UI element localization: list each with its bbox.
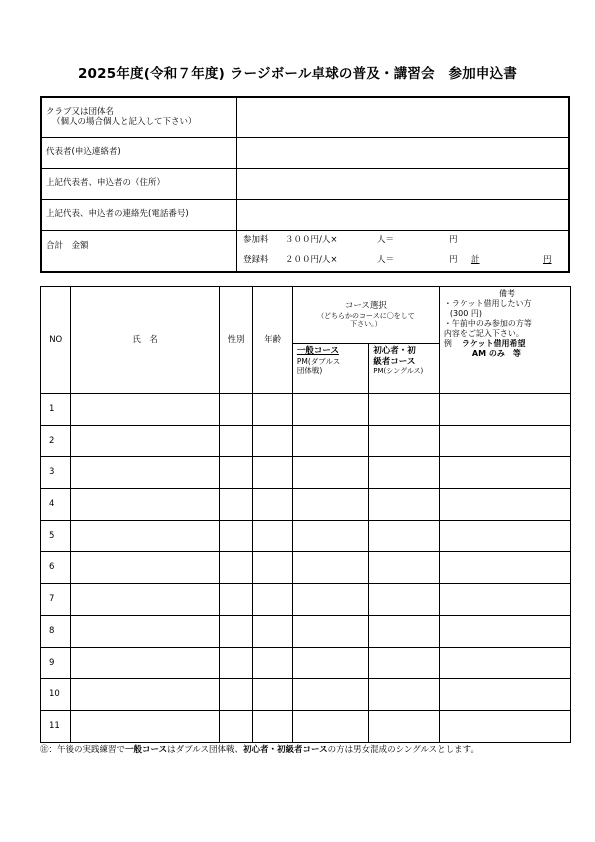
- remarks-cell[interactable]: [439, 615, 570, 647]
- row-number: 9: [41, 647, 71, 679]
- fee1-rate: ３００円/人×: [285, 235, 338, 246]
- name-cell[interactable]: [71, 584, 219, 616]
- remarks-line1: ・ラケット借用したい方: [443, 299, 532, 308]
- fee2-person[interactable]: 人＝: [377, 255, 395, 266]
- course-general-sub2: 団体戦): [296, 366, 323, 375]
- participant-row: [41, 552, 571, 584]
- remarks-cell[interactable]: [439, 710, 570, 742]
- remarks-line2: (300 円): [449, 309, 482, 318]
- gender-cell[interactable]: [219, 647, 253, 679]
- name-cell[interactable]: [71, 615, 219, 647]
- participant-rows: [41, 394, 571, 743]
- note-prefix: ㊟：午後の実践練習で: [40, 745, 126, 755]
- gender-cell[interactable]: [219, 710, 253, 742]
- general-course-cell[interactable]: [292, 489, 368, 521]
- total-amount-label: 合計 金額: [41, 230, 237, 272]
- gender-cell[interactable]: [219, 615, 253, 647]
- course-title: コース選択: [344, 300, 387, 311]
- col-no-header: NO: [41, 287, 71, 394]
- age-cell[interactable]: [253, 552, 292, 584]
- beginner-course-cell[interactable]: [369, 710, 440, 742]
- course-general-sub1: PM(ダブルス: [296, 356, 341, 366]
- row-number: 5: [41, 520, 71, 552]
- participation-fee-line: [243, 231, 568, 251]
- gender-cell[interactable]: [219, 552, 253, 584]
- name-cell[interactable]: [71, 552, 219, 584]
- beginner-course-cell[interactable]: [369, 520, 440, 552]
- age-cell[interactable]: [253, 584, 292, 616]
- name-cell[interactable]: [71, 647, 219, 679]
- name-cell[interactable]: [71, 425, 219, 457]
- participant-table: [40, 286, 571, 743]
- row-number: 7: [41, 584, 71, 616]
- beginner-course-cell[interactable]: [369, 584, 440, 616]
- general-course-cell[interactable]: [292, 710, 368, 742]
- age-cell[interactable]: [253, 647, 292, 679]
- participant-row: [41, 394, 571, 426]
- total-yen[interactable]: 円: [543, 255, 552, 266]
- gender-cell[interactable]: [219, 425, 253, 457]
- row-number: 3: [41, 457, 71, 489]
- beginner-course-cell[interactable]: [369, 647, 440, 679]
- course-select-header: [292, 287, 439, 344]
- contact-field[interactable]: [237, 199, 570, 230]
- remarks-example: 例: [443, 339, 452, 348]
- participant-row: [41, 520, 571, 552]
- club-name-label: [41, 97, 237, 137]
- remarks-title: 備考: [498, 289, 515, 298]
- note-suffix: の方は男女混成のシングルスとします。: [327, 745, 480, 755]
- club-name-field[interactable]: [237, 97, 570, 137]
- beginner-course-cell[interactable]: [369, 489, 440, 521]
- participant-row: [41, 647, 571, 679]
- remarks-cell[interactable]: [439, 457, 570, 489]
- total-label: 計: [471, 255, 480, 266]
- gender-cell[interactable]: [219, 489, 253, 521]
- general-course-cell[interactable]: [292, 615, 368, 647]
- club-label-line1: クラブ又は団体名: [46, 106, 115, 117]
- page-title: 2025年度(令和７年度) ラージボール卓球の普及・講習会 参加申込書: [77, 66, 518, 82]
- course-beginner-header: [369, 344, 440, 394]
- fee2-rate: ２００円/人×: [285, 255, 338, 266]
- age-cell[interactable]: [253, 457, 292, 489]
- fee2-yen[interactable]: 円: [449, 255, 458, 266]
- course-general-title: 一般コース: [296, 346, 339, 356]
- course-beginner-title2: 級者コース: [373, 356, 416, 367]
- remarks-header: [439, 287, 570, 394]
- participant-row: [41, 679, 571, 711]
- name-cell[interactable]: [71, 394, 219, 426]
- row-number: 1: [41, 394, 71, 426]
- remarks-cell[interactable]: [439, 584, 570, 616]
- beginner-course-cell[interactable]: [369, 425, 440, 457]
- participant-row: [41, 615, 571, 647]
- remarks-line5: ラケット借用希望: [461, 339, 526, 348]
- remarks-line6: AM のみ 等: [471, 349, 521, 358]
- beginner-course-cell[interactable]: [369, 615, 440, 647]
- remarks-cell[interactable]: [439, 520, 570, 552]
- name-cell[interactable]: [71, 489, 219, 521]
- gender-cell[interactable]: [219, 679, 253, 711]
- row-number: 6: [41, 552, 71, 584]
- age-cell[interactable]: [253, 615, 292, 647]
- course-note-2: 下さい。）: [350, 320, 382, 329]
- representative-field[interactable]: [237, 137, 570, 168]
- footnote: [40, 744, 560, 757]
- note-general: 一般コース: [125, 745, 168, 755]
- remarks-line3: ・午前中のみ参加の方等: [443, 319, 532, 328]
- general-course-cell[interactable]: [292, 647, 368, 679]
- general-course-cell[interactable]: [292, 520, 368, 552]
- age-cell[interactable]: [253, 710, 292, 742]
- general-course-cell[interactable]: [292, 552, 368, 584]
- registration-fee-line: [243, 251, 568, 271]
- age-cell[interactable]: [253, 520, 292, 552]
- row-number: 2: [41, 425, 71, 457]
- general-course-cell[interactable]: [292, 584, 368, 616]
- general-course-cell[interactable]: [292, 679, 368, 711]
- row-number: 8: [41, 615, 71, 647]
- general-course-cell[interactable]: [292, 457, 368, 489]
- beginner-course-cell[interactable]: [369, 457, 440, 489]
- club-label-line2: （個人の場合個人と記入して下さい）: [52, 117, 197, 128]
- participant-row: [41, 584, 571, 616]
- fee2-name: 登録料: [243, 255, 269, 266]
- age-cell[interactable]: [253, 394, 292, 426]
- fee1-name: 参加料: [243, 235, 269, 246]
- remarks-cell[interactable]: [439, 425, 570, 457]
- gender-cell[interactable]: [219, 457, 253, 489]
- fee1-yen[interactable]: 円: [449, 235, 458, 246]
- participant-row: [41, 457, 571, 489]
- remarks-cell[interactable]: [439, 647, 570, 679]
- remarks-line4: 内容をご記入下さい。: [443, 329, 524, 338]
- gender-cell[interactable]: [219, 584, 253, 616]
- col-gender-header: 性別: [219, 287, 253, 394]
- name-cell[interactable]: [71, 710, 219, 742]
- contact-label: 上記代表、申込者の連絡先(電話番号): [41, 199, 237, 230]
- course-general-header: [292, 344, 368, 394]
- remarks-cell[interactable]: [439, 394, 570, 426]
- remarks-cell[interactable]: [439, 679, 570, 711]
- beginner-course-cell[interactable]: [369, 394, 440, 426]
- remarks-cell[interactable]: [439, 552, 570, 584]
- beginner-course-cell[interactable]: [369, 552, 440, 584]
- age-cell[interactable]: [253, 489, 292, 521]
- general-course-cell[interactable]: [292, 425, 368, 457]
- col-age-header: 年齢: [253, 287, 292, 394]
- participant-row: [41, 710, 571, 742]
- col-name-header: 氏 名: [71, 287, 219, 394]
- row-number: 10: [41, 679, 71, 711]
- gender-cell[interactable]: [219, 394, 253, 426]
- fee1-person[interactable]: 人＝: [377, 235, 395, 246]
- representative-label: 代表者(申込連絡者): [41, 137, 237, 168]
- beginner-course-cell[interactable]: [369, 679, 440, 711]
- row-number: 4: [41, 489, 71, 521]
- participant-row: [41, 425, 571, 457]
- row-number: 11: [41, 710, 71, 742]
- note-mid: はダブルス団体戦、: [167, 745, 243, 755]
- name-cell[interactable]: [71, 679, 219, 711]
- note-beginner: 初心者・初級者コース: [243, 745, 328, 755]
- general-course-cell[interactable]: [292, 394, 368, 426]
- address-label: 上記代表者、申込者の（住所）: [41, 168, 237, 199]
- fee-calculation: [237, 230, 570, 272]
- participant-row: [41, 489, 571, 521]
- remarks-cell[interactable]: [439, 489, 570, 521]
- applicant-info-table: [40, 96, 570, 273]
- gender-cell[interactable]: [219, 520, 253, 552]
- age-cell[interactable]: [253, 679, 292, 711]
- age-cell[interactable]: [253, 425, 292, 457]
- course-note-1: （どちらかのコースに〇をして: [317, 311, 415, 320]
- name-cell[interactable]: [71, 457, 219, 489]
- course-beginner-sub: PM(シングルス): [373, 367, 424, 376]
- name-cell[interactable]: [71, 520, 219, 552]
- address-field[interactable]: [237, 168, 570, 199]
- course-beginner-title1: 初心者・初: [373, 346, 416, 356]
